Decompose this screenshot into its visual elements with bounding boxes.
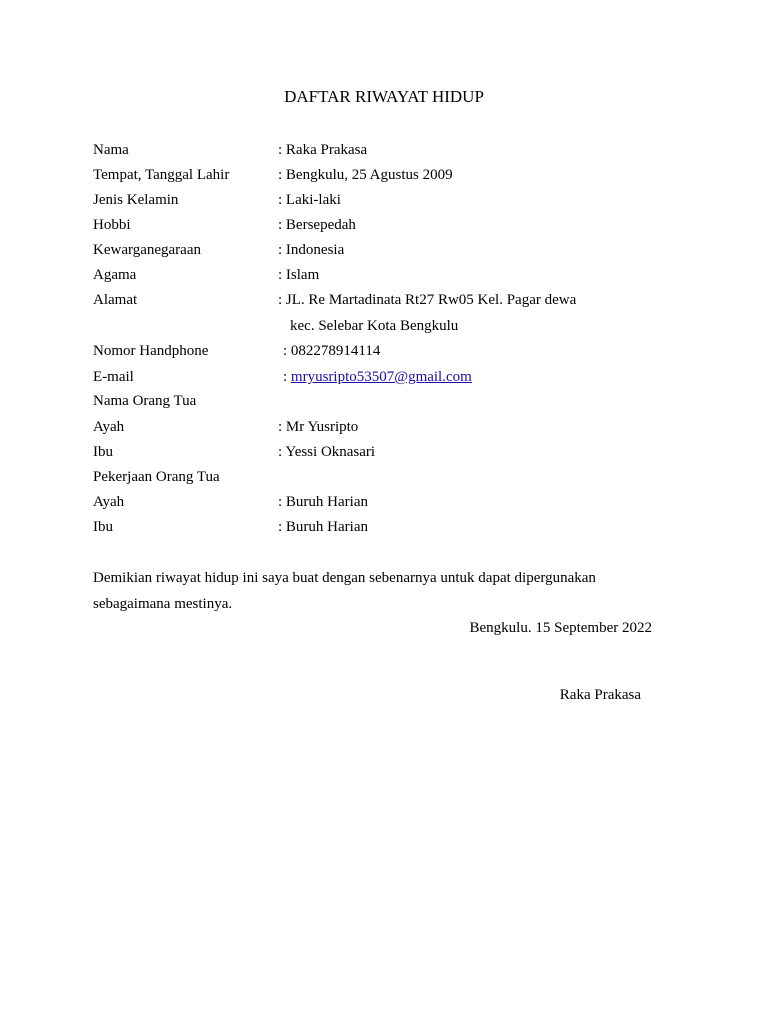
field-value: : Buruh Harian (278, 519, 368, 535)
field-label: Ayah (93, 494, 125, 510)
field-label: Alamat (93, 292, 138, 308)
field-value: : 082278914114 (283, 343, 381, 359)
field-label: Nomor Handphone (93, 343, 209, 359)
signature-name: Raka Prakasa (559, 687, 641, 703)
field-label: Tempat, Tanggal Lahir (93, 167, 230, 183)
field-label: Nama (93, 142, 129, 158)
closing-statement-line-2: sebagaimana mestinya. (93, 596, 233, 612)
field-value: : Buruh Harian (278, 494, 368, 510)
field-value: : Bengkulu, 25 Agustus 2009 (278, 167, 453, 183)
field-value: : JL. Re Martadinata Rt27 Rw05 Kel. Pagar dewa (278, 292, 577, 308)
field-value: : Yessi Oknasari (278, 444, 376, 460)
section-label: Pekerjaan Orang Tua (93, 469, 220, 485)
field-value: : Raka Prakasa (278, 142, 368, 158)
field-value: kec. Selebar Kota Bengkulu (290, 318, 459, 334)
field-label: E-mail (93, 369, 134, 385)
field-label: Jenis Kelamin (93, 192, 179, 208)
field-label: Kewarganegaraan (93, 242, 201, 258)
email-prefix: : (283, 369, 291, 385)
field-value: : Mr Yusripto (278, 419, 359, 435)
field-label: Hobbi (93, 217, 131, 233)
closing-statement-line-1: Demikian riwayat hidup ini saya buat dengan sebenarnya untuk dapat dipergunakan (93, 570, 596, 586)
field-value: : Islam (278, 267, 320, 283)
field-value (283, 367, 472, 387)
field-label: Ayah (93, 419, 125, 435)
field-value: : Indonesia (278, 242, 345, 258)
section-label: Nama Orang Tua (93, 393, 197, 409)
document-title: DAFTAR RIWAYAT HIDUP (284, 87, 484, 106)
field-value: : Laki-laki (278, 192, 341, 208)
place-date: Bengkulu. 15 September 2022 (469, 620, 652, 636)
email-link[interactable]: mryusripto53507@gmail.com (290, 369, 472, 385)
field-value: : Bersepedah (278, 217, 356, 233)
field-label: Ibu (93, 519, 113, 535)
field-label: Agama (93, 267, 137, 283)
field-label: Ibu (93, 444, 113, 460)
